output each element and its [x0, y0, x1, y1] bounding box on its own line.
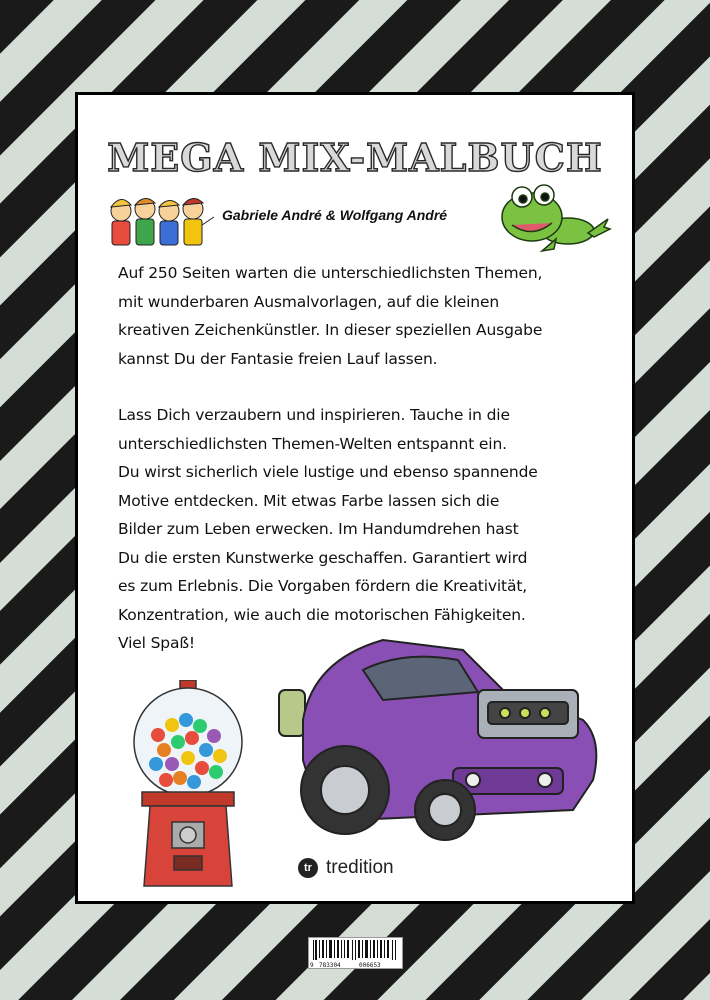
tredition-icon: tr	[298, 858, 318, 878]
gumball-machine-illustration	[128, 680, 248, 892]
publisher-logo	[298, 857, 394, 879]
book-title: MEGA MIX-MALBUCH	[107, 135, 603, 180]
barcode-digits-right: 006653	[359, 962, 381, 968]
purple-hotrod-car-illustration	[273, 630, 618, 845]
description-paragraph-1: Auf 250 Seiten warten die unterschiedlichsten Themen, mit wunderbaren Ausmalvorlagen, auf die kleinen kreativen Zeichenkünstler. In dieser speziellen Ausgabe kannst Du der Fantasie freien Lauf lassen.	[118, 264, 543, 368]
barcode	[308, 937, 403, 969]
barcode-digit-left: 9	[310, 962, 314, 968]
kids-group-illustration	[106, 191, 218, 253]
publisher-name: tredition	[326, 857, 394, 878]
frog-illustration	[496, 179, 614, 255]
barcode-bars	[309, 938, 402, 968]
description	[118, 259, 638, 658]
barcode-digits-middle: 783304	[319, 962, 341, 968]
cover-panel	[75, 92, 635, 904]
authors: Gabriele André & Wolfgang André	[222, 207, 448, 223]
description-paragraph-2: Lass Dich verzaubern und inspirieren. Tauche in die unterschiedlichsten Themen-Welten entspannt ein. Du wirst sicherlich viele lustige und ebenso spannende Motive entdecken. Mit etwas Farbe lassen sich die Bilder zum Leben erwecken. Im Handumdrehen hast Du die ersten Kunstwerke geschaffen. Garantiert wird es zum Erlebnis. Die Vorgaben fördern die Kreativität, Konzentration, wie auch die motorischen Fähigkeiten. Viel Spaß!	[118, 406, 538, 652]
